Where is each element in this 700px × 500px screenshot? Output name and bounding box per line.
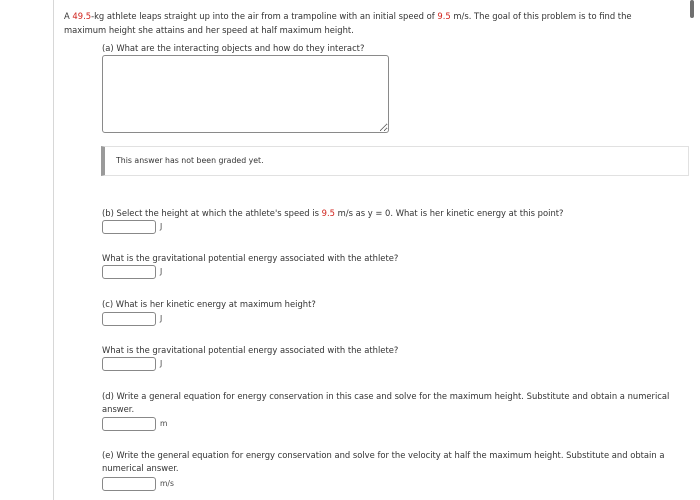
part-b-potential-energy-input[interactable] [102,265,156,279]
unit-label: J [160,267,163,276]
grading-status-note [101,146,689,176]
grading-status-text: This answer has not been graded yet. [116,156,264,165]
unit-label: m/s [160,479,174,488]
part-c-kinetic-energy-input[interactable] [102,312,156,326]
part-e-velocity-field [102,476,174,491]
part-c-kinetic-energy-field [102,311,162,326]
part-e-velocity-input[interactable] [102,477,156,491]
part-b-potential-question: What is the gravitational potential energy associated with the athlete? [102,253,399,263]
part-d-max-height-field [102,416,167,431]
part-a-answer-textarea[interactable] [102,55,389,133]
part-b-question: (b) Select the height at which the athlete's speed is 9.5 m/s as y = 0. What is her kinetic energy at this point? [102,208,564,218]
unit-label: m [160,419,168,428]
problem-statement: A 49.5-kg athlete leaps straight up into the air from a trampoline with an initial speed of 9.5 m/s. The goal of this problem is to find the maximum height she attains and her speed at half maximum height. [64,11,632,35]
part-d-max-height-input[interactable] [102,417,156,431]
mass-value: 49.5 [72,11,92,21]
part-b-potential-energy-field [102,264,162,279]
part-b-speed-value: 9.5 [321,208,335,218]
part-d-question: (d) Write a general equation for energy conservation in this case and solve for the maximum height. Substitute and obtain a numerical answer. [102,391,670,414]
part-b-kinetic-energy-field [102,219,162,234]
part-e-question: (e) Write the general equation for energy conservation and solve for the velocity at half the maximum height. Substitute and obtain a numerical answer. [102,450,665,473]
unit-label: J [160,359,163,368]
part-c-potential-question: What is the gravitational potential energy associated with the athlete? [102,345,399,355]
part-c-potential-energy-field [102,356,162,371]
initial-speed-value: 9.5 [437,11,451,21]
unit-label: J [160,314,163,323]
part-b-kinetic-energy-input[interactable] [102,220,156,234]
content-frame-border [53,0,54,500]
part-c-question: (c) What is her kinetic energy at maximum height? [102,299,316,309]
unit-label: J [160,222,163,231]
part-c-potential-energy-input[interactable] [102,357,156,371]
part-a-question: (a) What are the interacting objects and how do they interact? [102,43,365,53]
scrollbar-thumb[interactable] [690,0,694,18]
